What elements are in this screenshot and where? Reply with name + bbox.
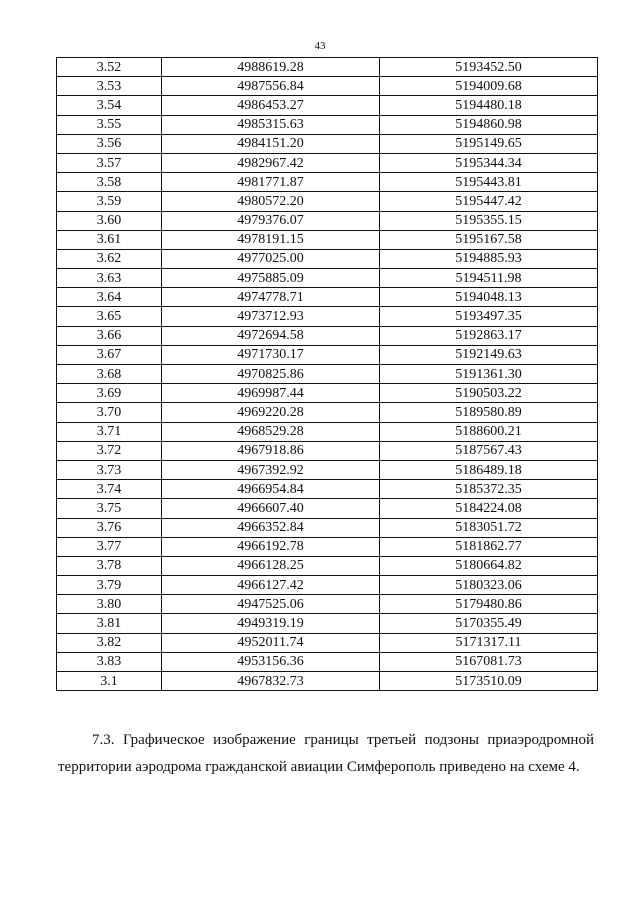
point-number-cell: 3.57	[57, 153, 162, 172]
paragraph-line-1: 7.3. Графическое изображение границы третьей подзоны приаэродромной	[92, 732, 594, 748]
point-number-cell: 3.55	[57, 115, 162, 134]
table-row	[57, 345, 598, 364]
point-number-cell: 3.68	[57, 365, 162, 384]
x-coordinate-cell: 4972694.58	[162, 326, 380, 345]
table-row	[57, 537, 598, 556]
table-row	[57, 192, 598, 211]
table-row	[57, 460, 598, 479]
y-coordinate-cell: 5195344.34	[380, 153, 598, 172]
table-row	[57, 230, 598, 249]
point-number-cell: 3.65	[57, 307, 162, 326]
point-number-cell: 3.59	[57, 192, 162, 211]
point-number-cell: 3.67	[57, 345, 162, 364]
x-coordinate-cell: 4984151.20	[162, 134, 380, 153]
table-row	[57, 326, 598, 345]
y-coordinate-cell: 5195443.81	[380, 173, 598, 192]
page-number: 43	[314, 40, 326, 52]
y-coordinate-cell: 5195355.15	[380, 211, 598, 230]
x-coordinate-cell: 4981771.87	[162, 173, 380, 192]
point-number-cell: 3.56	[57, 134, 162, 153]
x-coordinate-cell: 4975885.09	[162, 269, 380, 288]
y-coordinate-cell: 5193452.50	[380, 58, 598, 77]
x-coordinate-cell: 4980572.20	[162, 192, 380, 211]
y-coordinate-cell: 5194885.93	[380, 249, 598, 268]
table-row	[57, 115, 598, 134]
x-coordinate-cell: 4966607.40	[162, 499, 380, 518]
x-coordinate-cell: 4949319.19	[162, 614, 380, 633]
x-coordinate-cell: 4967392.92	[162, 460, 380, 479]
point-number-cell: 3.78	[57, 556, 162, 575]
y-coordinate-cell: 5183051.72	[380, 518, 598, 537]
point-number-cell: 3.70	[57, 403, 162, 422]
table-row	[57, 672, 598, 691]
point-number-cell: 3.69	[57, 384, 162, 403]
x-coordinate-cell: 4971730.17	[162, 345, 380, 364]
y-coordinate-cell: 5190503.22	[380, 384, 598, 403]
table-row	[57, 403, 598, 422]
point-number-cell: 3.64	[57, 288, 162, 307]
y-coordinate-cell: 5194009.68	[380, 77, 598, 96]
x-coordinate-cell: 4982967.42	[162, 153, 380, 172]
x-coordinate-cell: 4970825.86	[162, 365, 380, 384]
table-row	[57, 58, 598, 77]
paragraph-line-2: территории аэродрома гражданской авиации Симферополь приведено на схеме 4.	[58, 759, 580, 775]
point-number-cell: 3.62	[57, 249, 162, 268]
point-number-cell: 3.74	[57, 480, 162, 499]
point-number-cell: 3.60	[57, 211, 162, 230]
y-coordinate-cell: 5188600.21	[380, 422, 598, 441]
table-row	[57, 633, 598, 652]
x-coordinate-cell: 4978191.15	[162, 230, 380, 249]
point-number-cell: 3.75	[57, 499, 162, 518]
point-number-cell: 3.61	[57, 230, 162, 249]
table-row	[57, 269, 598, 288]
x-coordinate-cell: 4977025.00	[162, 249, 380, 268]
y-coordinate-cell: 5194048.13	[380, 288, 598, 307]
y-coordinate-cell: 5195167.58	[380, 230, 598, 249]
table-row	[57, 384, 598, 403]
x-coordinate-cell: 4966192.78	[162, 537, 380, 556]
x-coordinate-cell: 4969220.28	[162, 403, 380, 422]
section-paragraph	[58, 727, 594, 781]
y-coordinate-cell: 5170355.49	[380, 614, 598, 633]
x-coordinate-cell: 4953156.36	[162, 652, 380, 671]
y-coordinate-cell: 5180664.82	[380, 556, 598, 575]
point-number-cell: 3.73	[57, 460, 162, 479]
x-coordinate-cell: 4973712.93	[162, 307, 380, 326]
point-number-cell: 3.79	[57, 576, 162, 595]
point-number-cell: 3.71	[57, 422, 162, 441]
y-coordinate-cell: 5192863.17	[380, 326, 598, 345]
table-row	[57, 422, 598, 441]
table-row	[57, 134, 598, 153]
point-number-cell: 3.82	[57, 633, 162, 652]
table-row	[57, 441, 598, 460]
y-coordinate-cell: 5185372.35	[380, 480, 598, 499]
x-coordinate-cell: 4985315.63	[162, 115, 380, 134]
y-coordinate-cell: 5189580.89	[380, 403, 598, 422]
x-coordinate-cell: 4986453.27	[162, 96, 380, 115]
table-row	[57, 499, 598, 518]
table-row	[57, 173, 598, 192]
table-row	[57, 518, 598, 537]
x-coordinate-cell: 4966127.42	[162, 576, 380, 595]
table-row	[57, 595, 598, 614]
y-coordinate-cell: 5181862.77	[380, 537, 598, 556]
table-row	[57, 365, 598, 384]
point-number-cell: 3.81	[57, 614, 162, 633]
x-coordinate-cell: 4969987.44	[162, 384, 380, 403]
y-coordinate-cell: 5186489.18	[380, 460, 598, 479]
x-coordinate-cell: 4966352.84	[162, 518, 380, 537]
point-number-cell: 3.76	[57, 518, 162, 537]
y-coordinate-cell: 5194511.98	[380, 269, 598, 288]
y-coordinate-cell: 5179480.86	[380, 595, 598, 614]
point-number-cell: 3.54	[57, 96, 162, 115]
point-number-cell: 3.52	[57, 58, 162, 77]
y-coordinate-cell: 5195447.42	[380, 192, 598, 211]
y-coordinate-cell: 5171317.11	[380, 633, 598, 652]
x-coordinate-cell: 4952011.74	[162, 633, 380, 652]
x-coordinate-cell: 4988619.28	[162, 58, 380, 77]
point-number-cell: 3.63	[57, 269, 162, 288]
point-number-cell: 3.66	[57, 326, 162, 345]
x-coordinate-cell: 4974778.71	[162, 288, 380, 307]
y-coordinate-cell: 5195149.65	[380, 134, 598, 153]
y-coordinate-cell: 5180323.06	[380, 576, 598, 595]
point-number-cell: 3.80	[57, 595, 162, 614]
table-row	[57, 307, 598, 326]
x-coordinate-cell: 4979376.07	[162, 211, 380, 230]
y-coordinate-cell: 5194860.98	[380, 115, 598, 134]
table-row	[57, 576, 598, 595]
table-row	[57, 652, 598, 671]
y-coordinate-cell: 5187567.43	[380, 441, 598, 460]
y-coordinate-cell: 5173510.09	[380, 672, 598, 691]
table-row	[57, 480, 598, 499]
table-row	[57, 556, 598, 575]
x-coordinate-cell: 4968529.28	[162, 422, 380, 441]
y-coordinate-cell: 5167081.73	[380, 652, 598, 671]
x-coordinate-cell: 4966954.84	[162, 480, 380, 499]
point-number-cell: 3.72	[57, 441, 162, 460]
x-coordinate-cell: 4966128.25	[162, 556, 380, 575]
y-coordinate-cell: 5191361.30	[380, 365, 598, 384]
table-row	[57, 249, 598, 268]
table-row	[57, 77, 598, 96]
point-number-cell: 3.77	[57, 537, 162, 556]
x-coordinate-cell: 4967918.86	[162, 441, 380, 460]
x-coordinate-cell: 4947525.06	[162, 595, 380, 614]
table-row	[57, 96, 598, 115]
y-coordinate-cell: 5193497.35	[380, 307, 598, 326]
x-coordinate-cell: 4987556.84	[162, 77, 380, 96]
x-coordinate-cell: 4967832.73	[162, 672, 380, 691]
y-coordinate-cell: 5184224.08	[380, 499, 598, 518]
coordinates-table	[56, 57, 598, 691]
table-row	[57, 288, 598, 307]
y-coordinate-cell: 5194480.18	[380, 96, 598, 115]
table-row	[57, 211, 598, 230]
point-number-cell: 3.1	[57, 672, 162, 691]
table-row	[57, 153, 598, 172]
point-number-cell: 3.53	[57, 77, 162, 96]
point-number-cell: 3.58	[57, 173, 162, 192]
y-coordinate-cell: 5192149.63	[380, 345, 598, 364]
point-number-cell: 3.83	[57, 652, 162, 671]
table-row	[57, 614, 598, 633]
coordinates-table-body	[57, 58, 598, 691]
